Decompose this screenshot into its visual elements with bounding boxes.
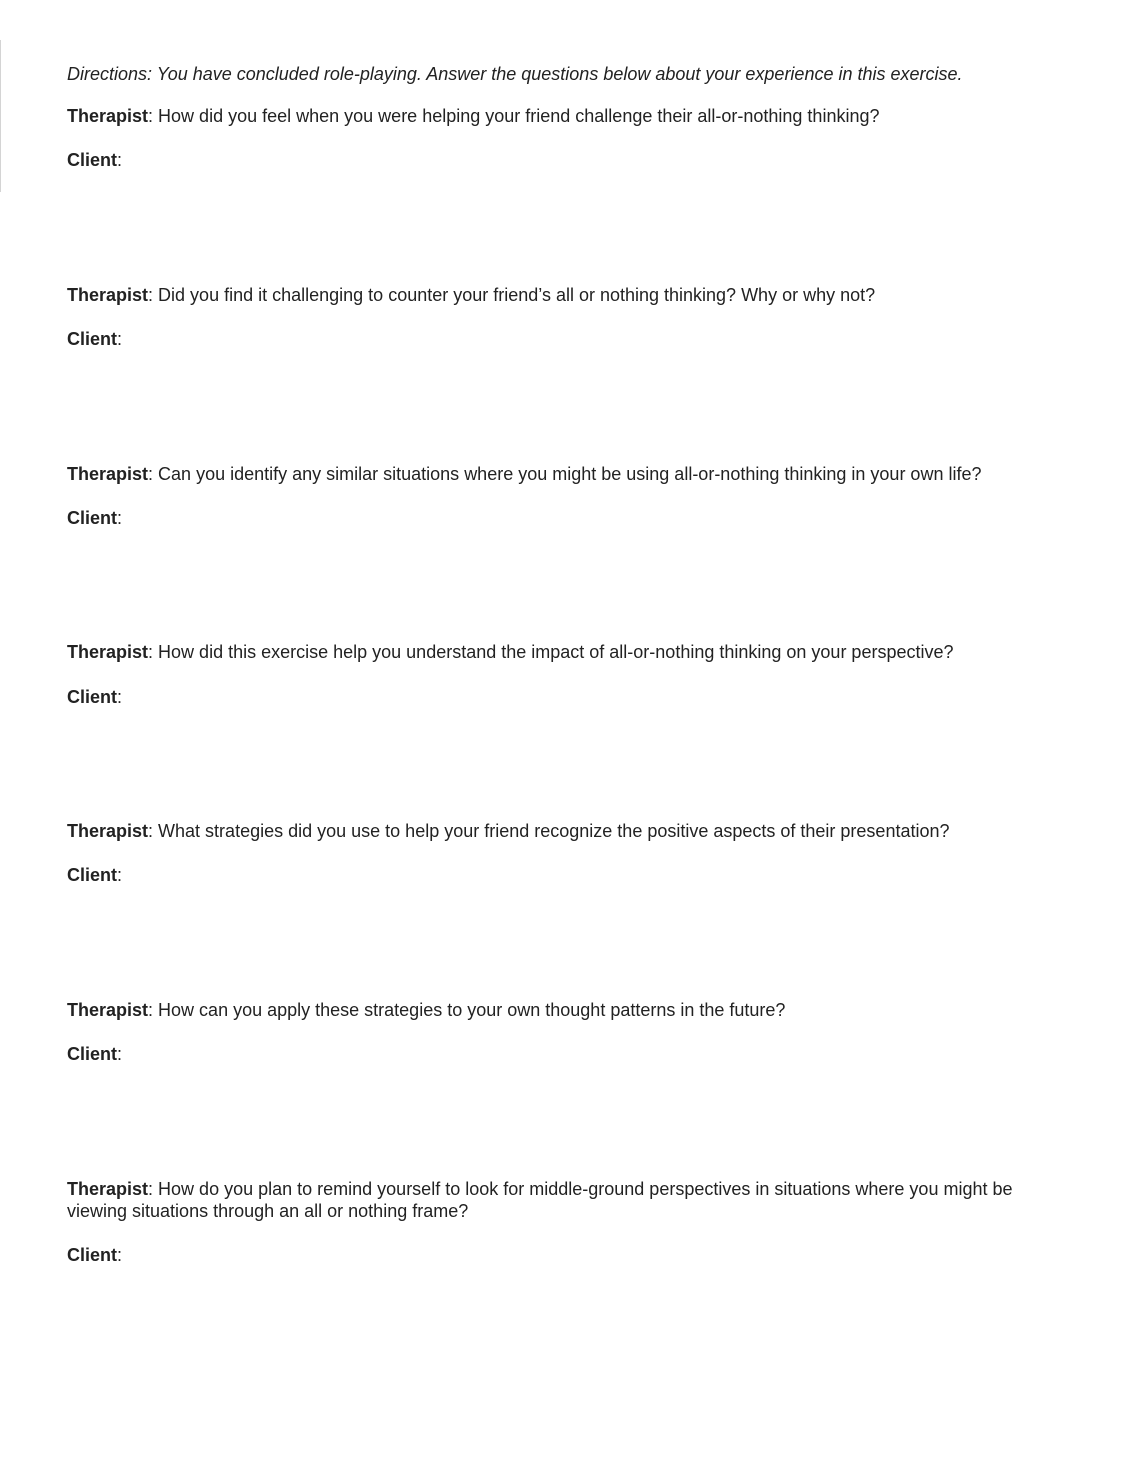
therapist-label: Therapist	[67, 285, 149, 305]
directions-text: Directions: You have concluded role-playing. Answer the questions below about your experience in this exercise.	[67, 64, 963, 84]
therapist-label: Therapist	[67, 642, 149, 662]
client-response[interactable]: Client:	[67, 329, 123, 349]
qa-block-5	[67, 820, 1067, 885]
therapist-question: Therapist: Did you find it challenging to counter your friend’s all or nothing thinking? Why or why not?	[67, 285, 876, 305]
client-label: Client	[67, 1044, 118, 1064]
client-label: Client	[67, 687, 118, 707]
question-text: How do you plan to remind yourself to look for middle-ground perspectives in situations where you might be viewing situations through an all or nothing frame?	[67, 1179, 1013, 1221]
client-label: Client	[67, 865, 118, 885]
therapist-label: Therapist	[67, 106, 149, 126]
client-response[interactable]: Client:	[67, 687, 123, 707]
therapist-question: Therapist: What strategies did you use to help your friend recognize the positive aspects of their presentation?	[67, 821, 950, 841]
page-edge-divider	[0, 40, 1, 192]
therapist-question: Therapist: Can you identify any similar situations where you might be using all-or-nothing thinking in your own life?	[67, 464, 982, 484]
question-text: How did this exercise help you understand the impact of all-or-nothing thinking on your perspective?	[158, 642, 954, 662]
question-text: How can you apply these strategies to your own thought patterns in the future?	[158, 1000, 786, 1020]
question-text: Did you find it challenging to counter your friend’s all or nothing thinking? Why or why not?	[158, 285, 876, 305]
client-label: Client	[67, 1245, 118, 1265]
client-label: Client	[67, 508, 118, 528]
client-response[interactable]: Client:	[67, 865, 123, 885]
qa-block-2	[67, 284, 1067, 349]
question-text: What strategies did you use to help your friend recognize the positive aspects of their presentation?	[158, 821, 950, 841]
qa-block-3	[67, 463, 1067, 528]
client-response[interactable]: Client:	[67, 150, 123, 170]
qa-block-1	[67, 105, 1067, 170]
therapist-question: Therapist: How did you feel when you were helping your friend challenge their all-or-nothing thinking?	[67, 106, 880, 126]
client-response[interactable]: Client:	[67, 508, 123, 528]
therapist-label: Therapist	[67, 464, 149, 484]
therapist-question: Therapist: How can you apply these strategies to your own thought patterns in the future?	[67, 1000, 786, 1020]
client-response[interactable]: Client:	[67, 1245, 123, 1265]
qa-block-4	[67, 641, 1067, 707]
therapist-label: Therapist	[67, 1179, 149, 1199]
client-label: Client	[67, 329, 118, 349]
question-text: Can you identify any similar situations where you might be using all-or-nothing thinking in your own life?	[158, 464, 982, 484]
client-response[interactable]: Client:	[67, 1044, 123, 1064]
client-label: Client	[67, 150, 118, 170]
therapist-question: Therapist: How do you plan to remind yourself to look for middle-ground perspectives in situations where you might be viewing situations through an all or nothing frame?	[67, 1179, 1013, 1221]
qa-block-7	[67, 1178, 1067, 1265]
qa-block-6	[67, 999, 1067, 1064]
therapist-label: Therapist	[67, 821, 149, 841]
question-text: How did you feel when you were helping your friend challenge their all-or-nothing thinking?	[158, 106, 880, 126]
therapist-label: Therapist	[67, 1000, 149, 1020]
therapist-question: Therapist: How did this exercise help you understand the impact of all-or-nothing thinking on your perspective?	[67, 642, 954, 662]
